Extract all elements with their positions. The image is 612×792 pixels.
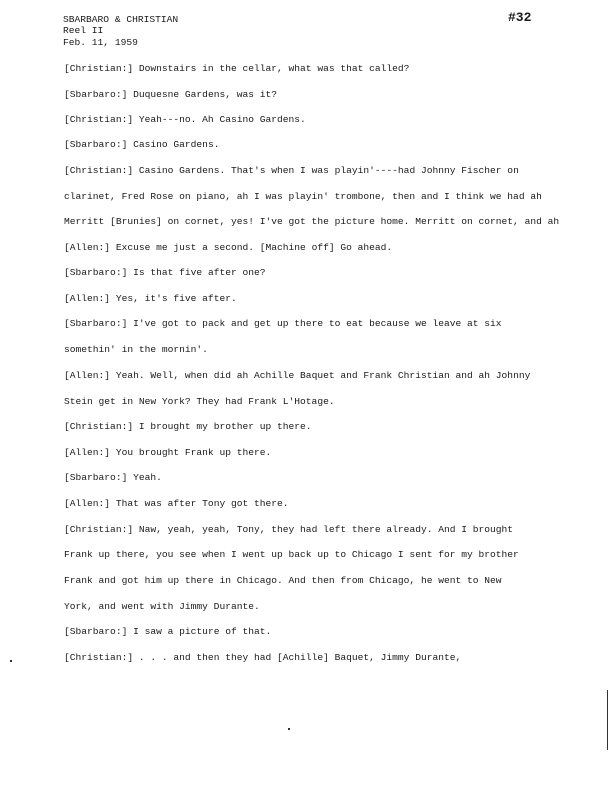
speaker-label: [Allen:] bbox=[64, 447, 111, 458]
speaker-label: [Sbarbaro:] bbox=[64, 472, 128, 483]
line-text: Yeah---no. Ah Casino Gardens. bbox=[133, 114, 306, 125]
scan-edge-mark bbox=[607, 690, 608, 750]
line-text: York, and went with Jimmy Durante. bbox=[64, 601, 260, 612]
transcript-line bbox=[64, 191, 542, 203]
speaker-label: [Allen:] bbox=[64, 370, 111, 381]
transcript-line bbox=[64, 267, 266, 279]
speaker-label: [Sbarbaro:] bbox=[64, 626, 128, 637]
line-text: I saw a picture of that. bbox=[127, 626, 272, 637]
transcript-line bbox=[64, 601, 260, 613]
transcript-line bbox=[64, 549, 519, 561]
speaker-label: [Allen:] bbox=[64, 293, 111, 304]
transcript-line bbox=[64, 293, 237, 305]
line-text: Merritt [Brunies] on cornet, yes! I've got the picture home. Merritt on cornet, and ah bbox=[64, 216, 560, 227]
transcript-line bbox=[64, 652, 461, 664]
line-text: You brought Frank up there. bbox=[110, 447, 272, 458]
scan-speck bbox=[10, 660, 12, 662]
transcript-line bbox=[64, 216, 559, 228]
speaker-label: [Christian:] bbox=[64, 63, 134, 74]
line-text: somethin' in the mornin'. bbox=[64, 344, 208, 355]
speaker-label: [Allen:] bbox=[64, 242, 111, 253]
transcript-line bbox=[64, 447, 271, 459]
line-text: Frank up there, you see when I went up back up to Chicago I sent for my brother bbox=[64, 549, 519, 560]
line-text: Yeah. bbox=[127, 472, 162, 483]
transcript-line bbox=[64, 165, 519, 177]
line-text: Casino Gardens. That's when I was playin'----had Johnny Fischer on bbox=[133, 165, 519, 176]
line-text: That was after Tony got there. bbox=[110, 498, 289, 509]
scan-speck bbox=[288, 728, 290, 730]
transcript-line bbox=[64, 472, 162, 484]
transcript-line bbox=[64, 139, 219, 151]
transcript-line bbox=[64, 344, 208, 356]
line-text: Excuse me just a second. [Machine off] Go ahead. bbox=[110, 242, 393, 253]
header-reel: Reel II bbox=[63, 25, 104, 36]
speaker-label: [Allen:] bbox=[64, 498, 111, 509]
speaker-label: [Christian:] bbox=[64, 524, 134, 535]
speaker-label: [Sbarbaro:] bbox=[64, 139, 128, 150]
transcript-line bbox=[64, 575, 502, 587]
line-text: Stein get in New York? They had Frank L'Hotage. bbox=[64, 396, 335, 407]
line-text: Yes, it's five after. bbox=[110, 293, 237, 304]
speaker-label: [Christian:] bbox=[64, 165, 134, 176]
transcript-line bbox=[64, 370, 530, 382]
line-text: . . . and then they had [Achille] Baquet, Jimmy Durante, bbox=[133, 652, 462, 663]
transcript-line bbox=[64, 89, 277, 101]
header-date: Feb. 11, 1959 bbox=[63, 37, 138, 48]
transcript-line bbox=[64, 421, 312, 433]
line-text: clarinet, Fred Rose on piano, ah I was playin' trombone, then and I think we had ah bbox=[64, 191, 542, 202]
line-text: Downstairs in the cellar, what was that called? bbox=[133, 63, 410, 74]
line-text: Is that five after one? bbox=[127, 267, 266, 278]
transcript-line bbox=[64, 114, 306, 126]
speaker-label: [Christian:] bbox=[64, 652, 134, 663]
line-text: Duquesne Gardens, was it? bbox=[127, 89, 278, 100]
transcript-line bbox=[64, 626, 271, 638]
speaker-label: [Christian:] bbox=[64, 421, 134, 432]
transcript-line bbox=[64, 396, 335, 408]
speaker-label: [Sbarbaro:] bbox=[64, 267, 128, 278]
speaker-label: [Sbarbaro:] bbox=[64, 89, 128, 100]
header-title: SBARBARO & CHRISTIAN bbox=[63, 14, 179, 25]
line-text: Yeah. Well, when did ah Achille Baquet and Frank Christian and ah Johnny bbox=[110, 370, 531, 381]
speaker-label: [Sbarbaro:] bbox=[64, 318, 128, 329]
line-text: Naw, yeah, yeah, Tony, they had left there already. And I brought bbox=[133, 524, 514, 535]
page-number: #32 bbox=[508, 10, 532, 25]
line-text: Frank and got him up there in Chicago. And then from Chicago, he went to New bbox=[64, 575, 502, 586]
line-text: Casino Gardens. bbox=[127, 139, 220, 150]
transcript-line bbox=[64, 498, 289, 510]
transcript-line bbox=[64, 524, 513, 536]
transcript-line bbox=[64, 63, 409, 75]
speaker-label: [Christian:] bbox=[64, 114, 134, 125]
transcript-line bbox=[64, 318, 502, 330]
line-text: I've got to pack and get up there to eat because we leave at six bbox=[127, 318, 502, 329]
line-text: I brought my brother up there. bbox=[133, 421, 312, 432]
transcript-line bbox=[64, 242, 392, 254]
